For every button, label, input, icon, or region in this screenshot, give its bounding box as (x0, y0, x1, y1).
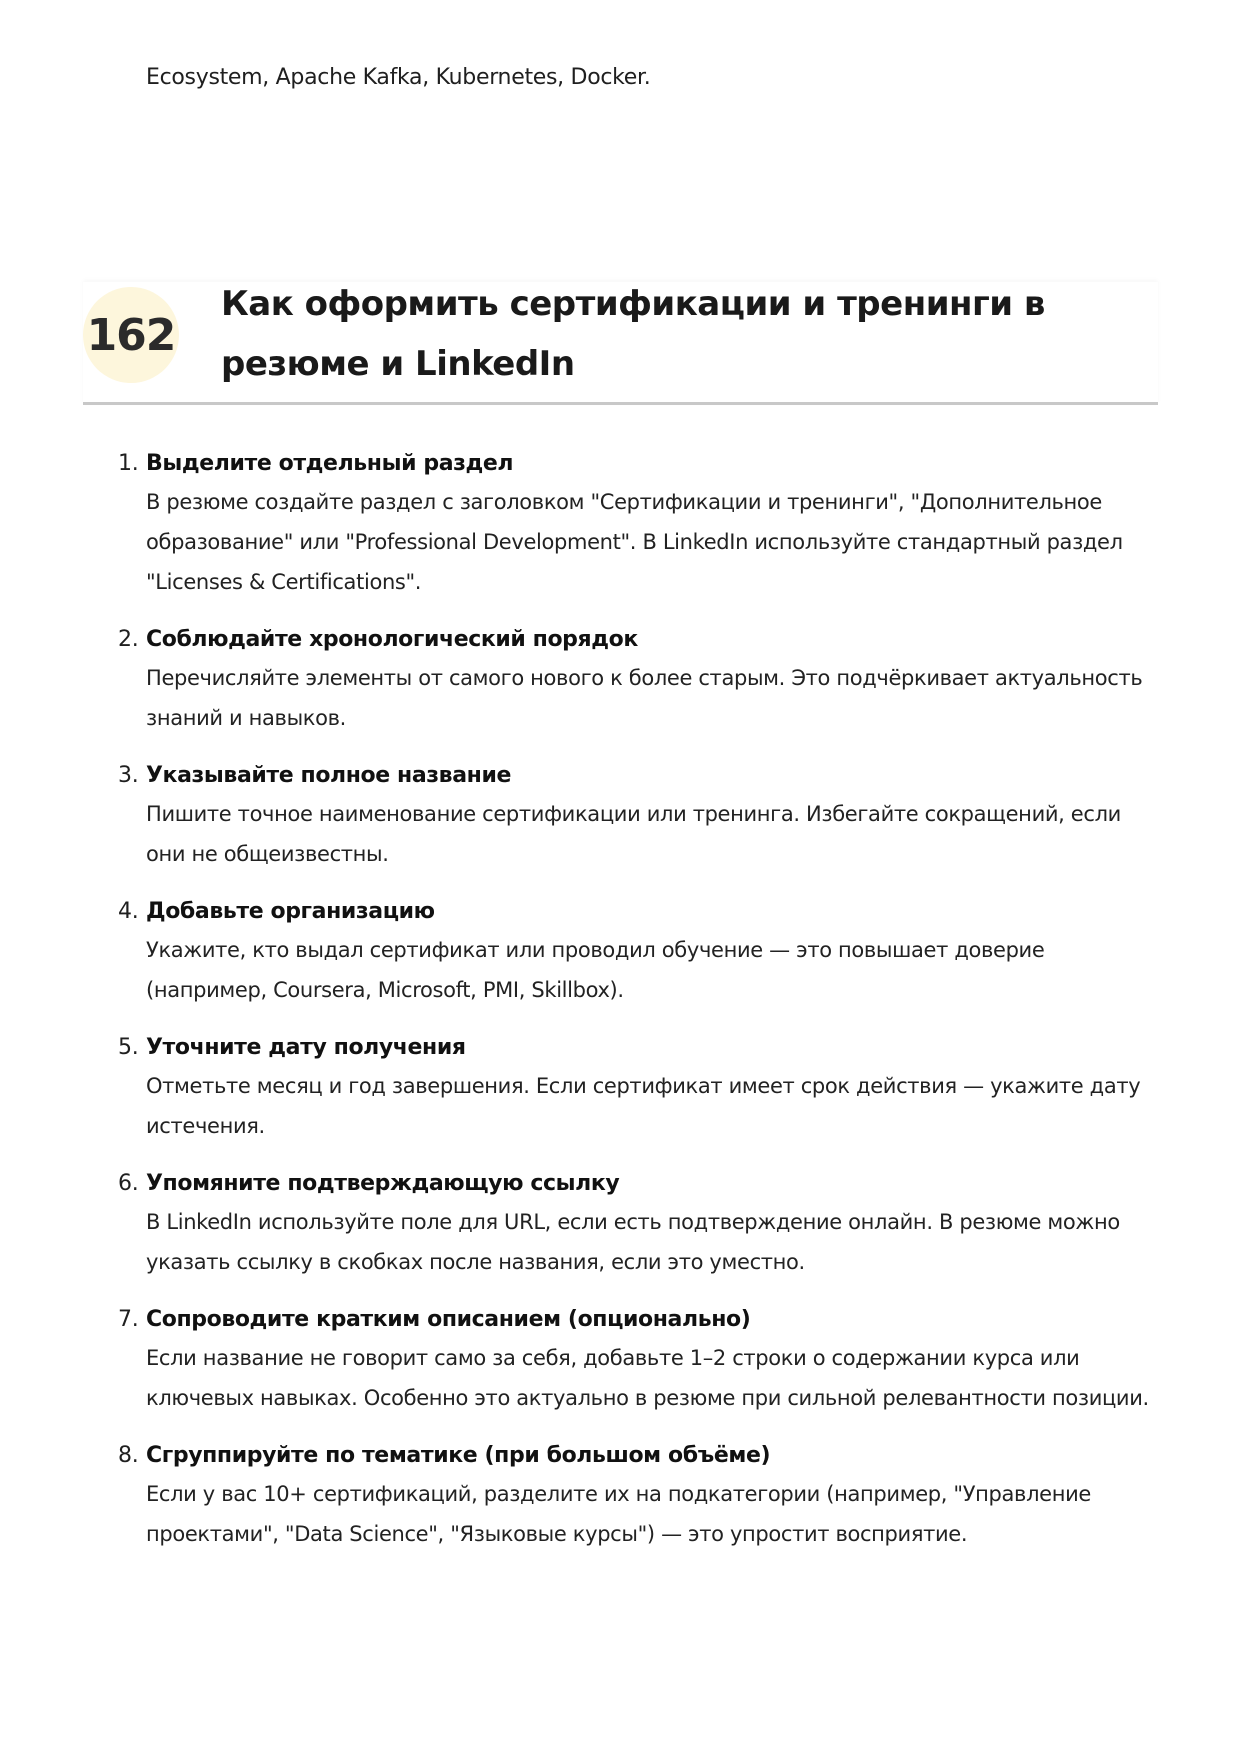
chapter-number-badge: 162 (83, 287, 179, 383)
list-item-title: Сгруппируйте по тематике (при большом объёме) (146, 1443, 771, 1468)
list-item (118, 1302, 1158, 1418)
list-item-title: Сопроводите кратким описанием (опционально) (146, 1307, 751, 1332)
list-item-title: Упомяните подтверждающую ссылку (146, 1171, 620, 1196)
tips-list (118, 446, 1158, 1574)
list-item-number: 1. (118, 451, 139, 476)
list-item-body: В резюме создайте раздел с заголовком "Сертификации и тренинги", "Дополнительное образование" или "Professional Development". В LinkedIn используйте стандартный раздел "Licenses & Certifications". (146, 490, 1123, 594)
list-item (118, 894, 1158, 1010)
list-item-title: Указывайте полное название (146, 763, 511, 788)
list-item (118, 622, 1158, 738)
list-item-body: Пишите точное наименование сертификации или тренинга. Избегайте сокращений, если они не общеизвестны. (146, 802, 1121, 866)
list-item-number: 7. (118, 1307, 139, 1332)
list-item (118, 446, 1158, 602)
list-item-title: Выделите отдельный раздел (146, 451, 514, 476)
list-item-body: Укажите, кто выдал сертификат или проводил обучение — это повышает доверие (например, Coursera, Microsoft, PMI, Skillbox). (146, 938, 1045, 1002)
list-item-number: 8. (118, 1443, 139, 1468)
list-item-number: 5. (118, 1035, 139, 1060)
list-item-body: Если у вас 10+ сертификаций, разделите их на подкатегории (например, "Управление проектами", "Data Science", "Языковые курсы") — это упростит восприятие. (146, 1482, 1091, 1546)
chapter-title: Как оформить сертификации и тренинги в резюме и LinkedIn (221, 284, 1045, 384)
list-item (118, 1166, 1158, 1282)
list-item-body: Отметьте месяц и год завершения. Если сертификат имеет срок действия — укажите дату истечения. (146, 1074, 1141, 1138)
list-item-number: 2. (118, 627, 139, 652)
list-item-body: Если название не говорит само за себя, добавьте 1–2 строки о содержании курса или ключевых навыках. Особенно это актуально в резюме при сильной релевантности позиции. (146, 1346, 1149, 1410)
list-item-title: Уточните дату получения (146, 1035, 466, 1060)
list-item-body: В LinkedIn используйте поле для URL, если есть подтверждение онлайн. В резюме можно указать ссылку в скобках после названия, если это уместно. (146, 1210, 1120, 1274)
list-item-title: Соблюдайте хронологический порядок (146, 627, 638, 652)
list-item (118, 1438, 1158, 1554)
list-item-number: 4. (118, 899, 139, 924)
list-item (118, 758, 1158, 874)
list-item (118, 1030, 1158, 1146)
list-item-title: Добавьте организацию (146, 899, 435, 924)
carry-over-text: Ecosystem, Apache Kafka, Kubernetes, Docker. (146, 65, 651, 90)
list-item-number: 3. (118, 763, 139, 788)
list-item-number: 6. (118, 1171, 139, 1196)
chapter-header (83, 282, 1158, 405)
list-item-body: Перечисляйте элементы от самого нового к более старым. Это подчёркивает актуальность знаний и навыков. (146, 666, 1143, 730)
